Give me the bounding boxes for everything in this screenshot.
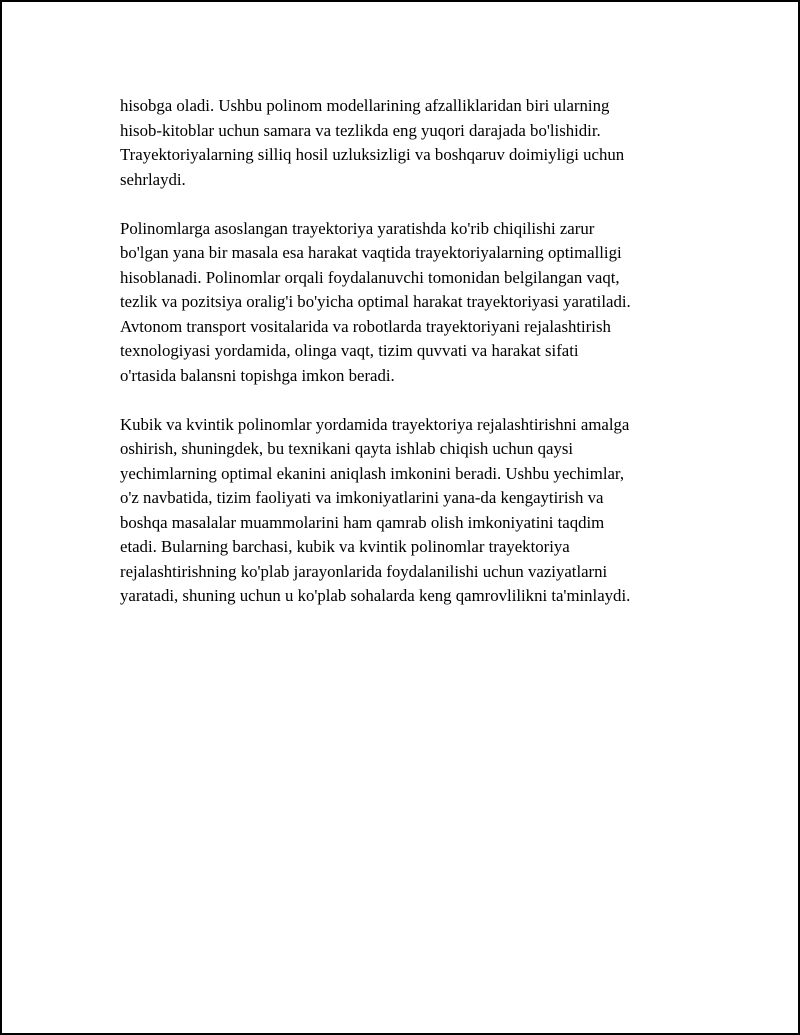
text-line: rejalashtirishning ko'plab jarayonlarida foydalanilishi uchun vaziyatlarni <box>120 561 608 581</box>
text-line: boshqa masalalar muammolarini ham qamrab olish imkoniyatini taqdim <box>120 512 605 532</box>
text-line: sehrlaydi. <box>120 169 186 189</box>
text-line: hisobga oladi. Ushbu polinom modellarining afzalliklaridan biri ularning <box>120 96 610 115</box>
paragraph-2 <box>120 217 720 389</box>
paragraph-3 <box>120 413 720 609</box>
text-line: hisoblanadi. Polinomlar orqali foydalanuvchi tomonidan belgilangan vaqt, <box>120 267 620 287</box>
text-line: etadi. Bularning barchasi, kubik va kvintik polinomlar trayektoriya <box>120 537 570 556</box>
text-line: o'z navbatida, tizim faoliyati va imkoniyatlarini yana-da kengaytirish va <box>120 488 604 507</box>
text-line: Polinomlarga asoslangan trayektoriya yaratishda ko'rib chiqilishi zarur <box>120 218 595 238</box>
document-body <box>120 94 720 633</box>
text-line: o'rtasida balansni topishga imkon beradi. <box>120 365 395 385</box>
text-line: Trayektoriyalarning silliq hosil uzluksizligi va boshqaruv doimiyligi uchun <box>120 145 625 164</box>
text-line: tezlik va pozitsiya oralig'i bo'yicha optimal harakat trayektoriyasi yaratiladi. <box>120 292 631 311</box>
text-line: Kubik va kvintik polinomlar yordamida trayektoriya rejalashtirishni amalga <box>120 414 630 434</box>
text-line: yaratadi, shuning uchun u ko'plab sohalarda keng qamrovlilikni ta'minlaydi. <box>120 586 631 605</box>
text-line: hisob-kitoblar uchun samara va tezlikda eng yuqori darajada bo'lishidir. <box>120 120 601 140</box>
text-line: Avtonom transport vositalarida va robotlarda trayektoriyani rejalashtirish <box>120 316 611 336</box>
text-line: oshirish, shuningdek, bu texnikani qayta ishlab chiqish uchun qaysi <box>120 439 574 458</box>
text-line: texnologiyasi yordamida, olinga vaqt, tizim quvvati va harakat sifati <box>120 341 579 360</box>
paragraph-1 <box>120 94 720 192</box>
text-line: yechimlarning optimal ekanini aniqlash imkonini beradi. Ushbu yechimlar, <box>120 463 625 483</box>
text-line: bo'lgan yana bir masala esa harakat vaqtida trayektoriyalarning optimalligi <box>120 243 622 262</box>
